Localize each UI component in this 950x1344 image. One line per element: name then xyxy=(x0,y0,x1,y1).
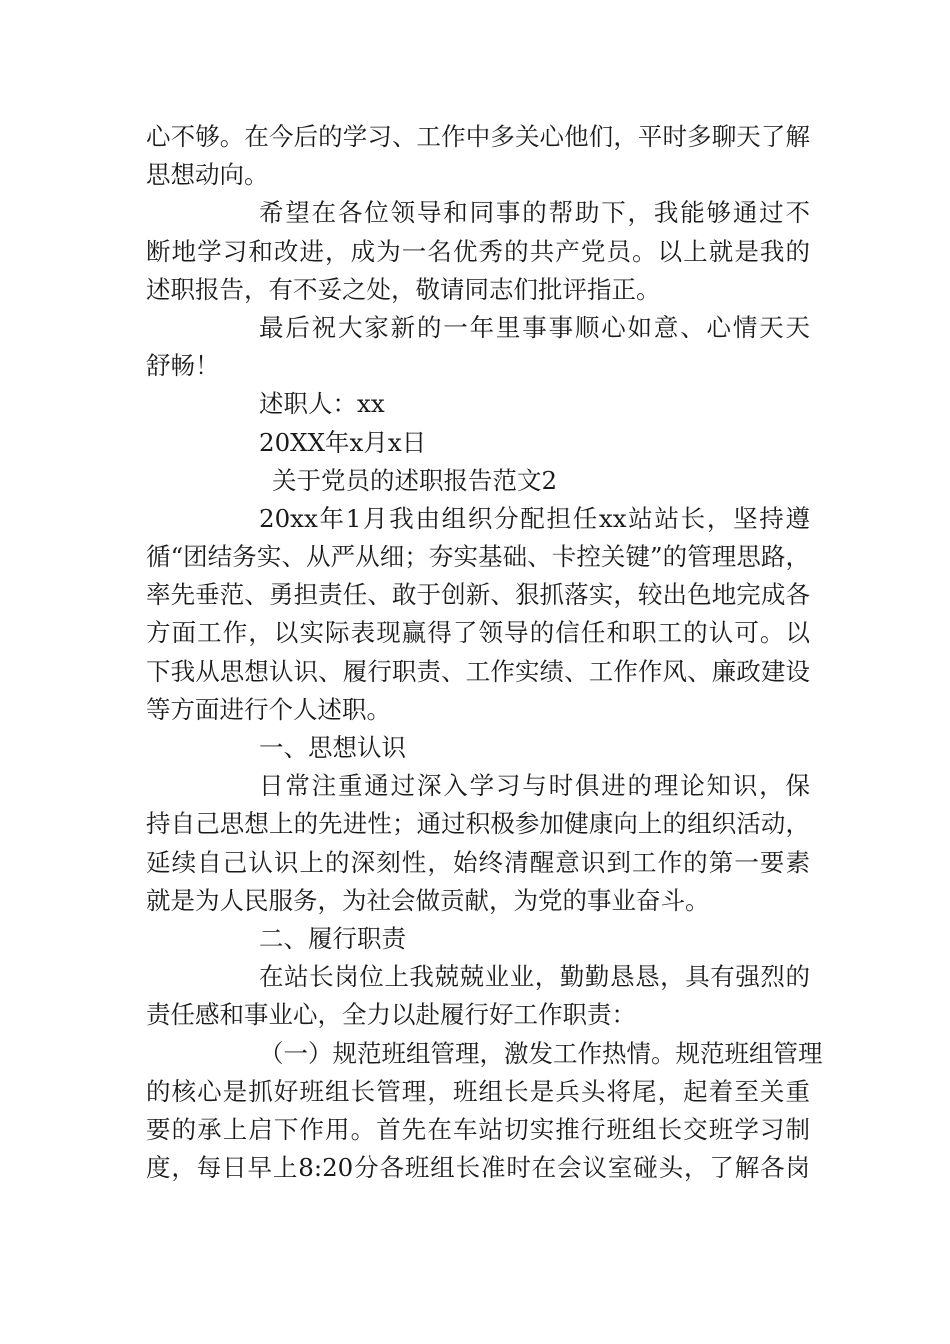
text-line: 循“团结务实、从严从细；夯实基础、卡控关键”的管理思路， xyxy=(146,542,810,572)
text-line: 希望在各位领导和同事的帮助下，我能够通过不 xyxy=(259,198,810,228)
text-line: 等方面进行个人述职。 xyxy=(146,694,391,724)
text-line: （一）规范班组管理，激发工作热情。规范班组管理 xyxy=(259,1038,823,1068)
text-line: 就是为人民服务，为社会做贡献，为党的事业奋斗。 xyxy=(146,885,710,915)
document-body xyxy=(146,118,823,1187)
text-line: 要的承上启下作用。首先在车站切实推行班组长交班学习制 xyxy=(146,1114,810,1144)
text-line: 持自己思想上的先进性；通过积极参加健康向上的组织活动， xyxy=(146,809,810,839)
text-line: 的核心是抓好班组长管理，班组长是兵头将尾，起着至关重 xyxy=(146,1076,810,1106)
signature-line: 述职人：xx xyxy=(259,389,385,419)
text-line: 度，每日早上8:20分各班组长准时在会议室碰头，了解各岗 xyxy=(146,1153,810,1183)
text-line: 思想动向。 xyxy=(146,160,269,190)
subsection-heading: 二、履行职责 xyxy=(259,923,406,953)
date-line: 20XX年x月x日 xyxy=(259,427,427,457)
text-line: 延续自己认识上的深刻性，始终清醒意识到工作的第一要素 xyxy=(146,847,810,877)
text-line: 心不够。在今后的学习、工作中多关心他们，平时多聊天了解 xyxy=(146,122,810,151)
text-line: 舒畅！ xyxy=(146,351,220,381)
text-line: 最后祝大家新的一年里事事顺心如意、心情天天 xyxy=(259,312,810,342)
text-line: 20xx年1月我由组织分配担任xx站站长，坚持遵 xyxy=(259,503,810,533)
section-title: 关于党员的述职报告范文2 xyxy=(272,465,558,495)
text-line: 下我从思想认识、履行职责、工作实绩、工作作风、廉政建设 xyxy=(146,656,810,686)
subsection-heading: 一、思想认识 xyxy=(259,733,406,762)
text-line: 责任感和事业心，全力以赴履行好工作职责： xyxy=(146,1000,636,1030)
text-line: 断地学习和改进，成为一名优秀的共产党员。以上就是我的 xyxy=(146,236,810,266)
text-line: 述职报告，有不妥之处，敬请同志们批评指正。 xyxy=(146,274,661,304)
text-line: 在站长岗位上我兢兢业业，勤勤恳恳，具有强烈的 xyxy=(259,962,810,992)
text-line: 率先垂范、勇担责任、敢于创新、狠抓落实，较出色地完成各 xyxy=(146,580,810,610)
text-line: 方面工作，以实际表现赢得了领导的信任和职工的认可。以 xyxy=(146,618,810,648)
text-line: 日常注重通过深入学习与时俱进的理论知识，保 xyxy=(259,771,810,801)
